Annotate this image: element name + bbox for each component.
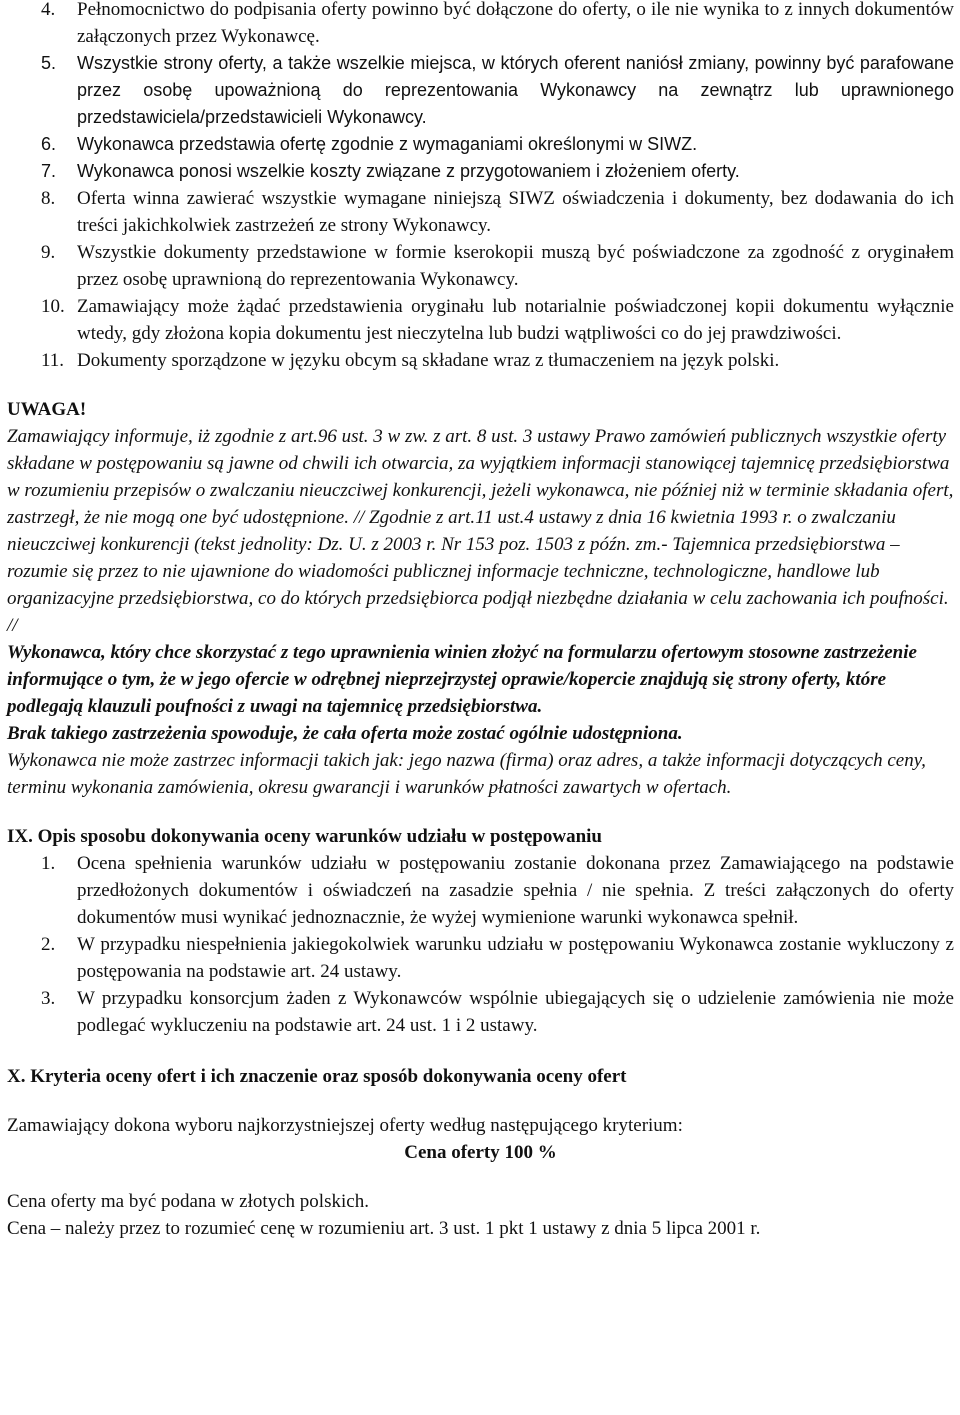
- criterion-intro: Zamawiający dokona wyboru najkorzystniejszej oferty według następującego kryterium:: [7, 1115, 683, 1136]
- item-text: Wykonawca przedstawia ofertę zgodnie z wymaganiami określonymi w SIWZ.: [77, 134, 698, 154]
- list-item: [7, 985, 954, 1039]
- list-item: [7, 293, 954, 347]
- item-text: Zamawiający może żądać przedstawienia oryginału lub notarialnie poświadczonej kopii dokumentu wyłącznie wtedy, gdy złożona kopia dokumentu jest nieczytelna lub budzi wątpliwości co do jej prawdziwości.: [77, 296, 954, 344]
- item-number: 7.: [41, 161, 57, 181]
- item-text: Pełnomocnictwo do podpisania oferty powinno być dołączone do oferty, o ile nie wynika to z innych dokumentów załączonych przez Wykonawcę.: [77, 0, 954, 47]
- price-definition: Cena – należy przez to rozumieć cenę w rozumieniu art. 3 ust. 1 pkt 1 ustawy z dnia 5 lipca 2001 r.: [7, 1218, 761, 1239]
- item-number: 4.: [41, 0, 56, 20]
- conditions-list: [7, 0, 954, 374]
- reservation-consequence: Brak takiego zastrzeżenia spowoduje, że cała oferta może zostać ogólnie udostępniona.: [7, 723, 683, 744]
- confidentiality-notice: Zamawiający informuje, iż zgodnie z art.96 ust. 3 w zw. z art. 8 ust. 3 ustawy Prawo zamówień publicznych wszystkie oferty składane w postępowaniu są jawne od chwili ich otwarcia, za wyjątkiem informacji stanowiącej tajemnicę przedsiębiorstwa w rozumieniu przepisów o zwalczaniu nieuczciwej konkurencji, jeżeli wykonawca, nie później niż w terminie składania ofert, zastrzegł, że nie mogą one być udostępnione. // Zgodnie z art.11 ust.4 ustawy z dnia 16 kwietnia 1993 r. o zwalczaniu nieuczciwej konkurencji (tekst jednolity: Dz. U. z 2003 r. Nr 153 poz. 1503 z późn. zm.- Tajemnica przedsiębiorstwa – rozumie się przez to nie ujawnione do wiadomości publicznej informacje techniczne, technologiczne, handlowe lub organizacyjne przedsiębiorstwa, co do których przedsiębiorca podjął niezbędne działania w celu zachowania ich poufności. //: [7, 426, 954, 636]
- list-item: [7, 0, 954, 50]
- item-number: 6.: [41, 134, 57, 154]
- item-number: 10.: [41, 296, 65, 317]
- item-number: 3.: [41, 988, 56, 1009]
- item-number: 11.: [41, 350, 65, 371]
- item-number: 2.: [41, 934, 56, 955]
- item-number: 9.: [41, 242, 56, 263]
- item-text: Ocena spełnienia warunków udziału w postępowaniu zostanie dokonana przez Zamawiającego na podstawie przedłożonych dokumentów i oświadczeń na zasadzie spełnia / nie spełnia. Z treści załączonych do oferty dokumentów musi wynikać jednoznacznie, że wyżej wymienione warunki wykonawca spełnił.: [77, 853, 954, 928]
- list-item: [7, 158, 954, 185]
- price-currency-note: Cena oferty ma być podana w złotych polskich.: [7, 1191, 369, 1212]
- item-text: Wszystkie strony oferty, a także wszelkie miejsca, w których oferent naniósł zmiany, powinny być parafowane przez osobę upoważnioną do reprezentowania Wykonawcy na zewnątrz lub uprawnionego przedstawiciela/przedstawicieli Wykonawcy.: [77, 53, 954, 127]
- section-x-title: X. Kryteria oceny ofert i ich znaczenie oraz sposób dokonywania oceny ofert: [7, 1066, 627, 1087]
- list-item: [7, 131, 954, 158]
- list-item: [7, 239, 954, 293]
- list-item: [7, 185, 954, 239]
- reservation-instruction: Wykonawca, który chce skorzystać z tego uprawnienia winien złożyć na formularzu ofertowym stosowne zastrzeżenie informujące o tym, że w jego ofercie w odrębnej nieprzejrzystej oprawie/kopercie znajdują się strony oferty, które podlegają klauzuli poufności z uwagi na tajemnicę przedsiębiorstwa.: [7, 642, 917, 717]
- non-reservable-info: Wykonawca nie może zastrzec informacji takich jak: jego nazwa (firma) oraz adres, a także informacji dotyczących ceny, terminu wykonania zamówienia, okresu gwarancji i warunków płatności zawartych w ofertach.: [7, 750, 926, 798]
- list-item: [7, 50, 954, 131]
- criterion-price: Cena oferty 100 %: [404, 1142, 557, 1163]
- item-text: Dokumenty sporządzone w języku obcym są składane wraz z tłumaczeniem na język polski.: [77, 350, 780, 371]
- item-text: Wszystkie dokumenty przedstawione w formie kserokopii muszą być poświadczone za zgodność z oryginałem przez osobę uprawnioną do reprezentowania Wykonawcy.: [77, 242, 954, 290]
- item-number: 5.: [41, 53, 57, 73]
- list-item: [7, 850, 954, 931]
- item-text: Wykonawca ponosi wszelkie koszty związane z przygotowaniem i złożeniem oferty.: [77, 161, 740, 181]
- section-ix-list: [7, 850, 954, 1039]
- section-ix-title: IX. Opis sposobu dokonywania oceny warunków udziału w postępowaniu: [7, 826, 602, 847]
- item-text: W przypadku niespełnienia jakiegokolwiek warunku udziału w postępowaniu Wykonawca zostanie wykluczony z postępowania na podstawie art. 24 ustawy.: [77, 934, 954, 982]
- item-text: Oferta winna zawierać wszystkie wymagane niniejszą SIWZ oświadczenia i dokumenty, bez dodawania do ich treści jakichkolwiek zastrzeżeń ze strony Wykonawcy.: [77, 188, 954, 236]
- list-item: [7, 347, 954, 374]
- item-number: 8.: [41, 188, 56, 209]
- warning-heading: UWAGA!: [7, 399, 87, 420]
- item-number: 1.: [41, 853, 56, 874]
- list-item: [7, 931, 954, 985]
- item-text: W przypadku konsorcjum żaden z Wykonawców wspólnie ubiegających się o udzielenie zamówienia nie może podlegać wykluczeniu na podstawie art. 24 ust. 1 i 2 ustawy.: [77, 988, 954, 1036]
